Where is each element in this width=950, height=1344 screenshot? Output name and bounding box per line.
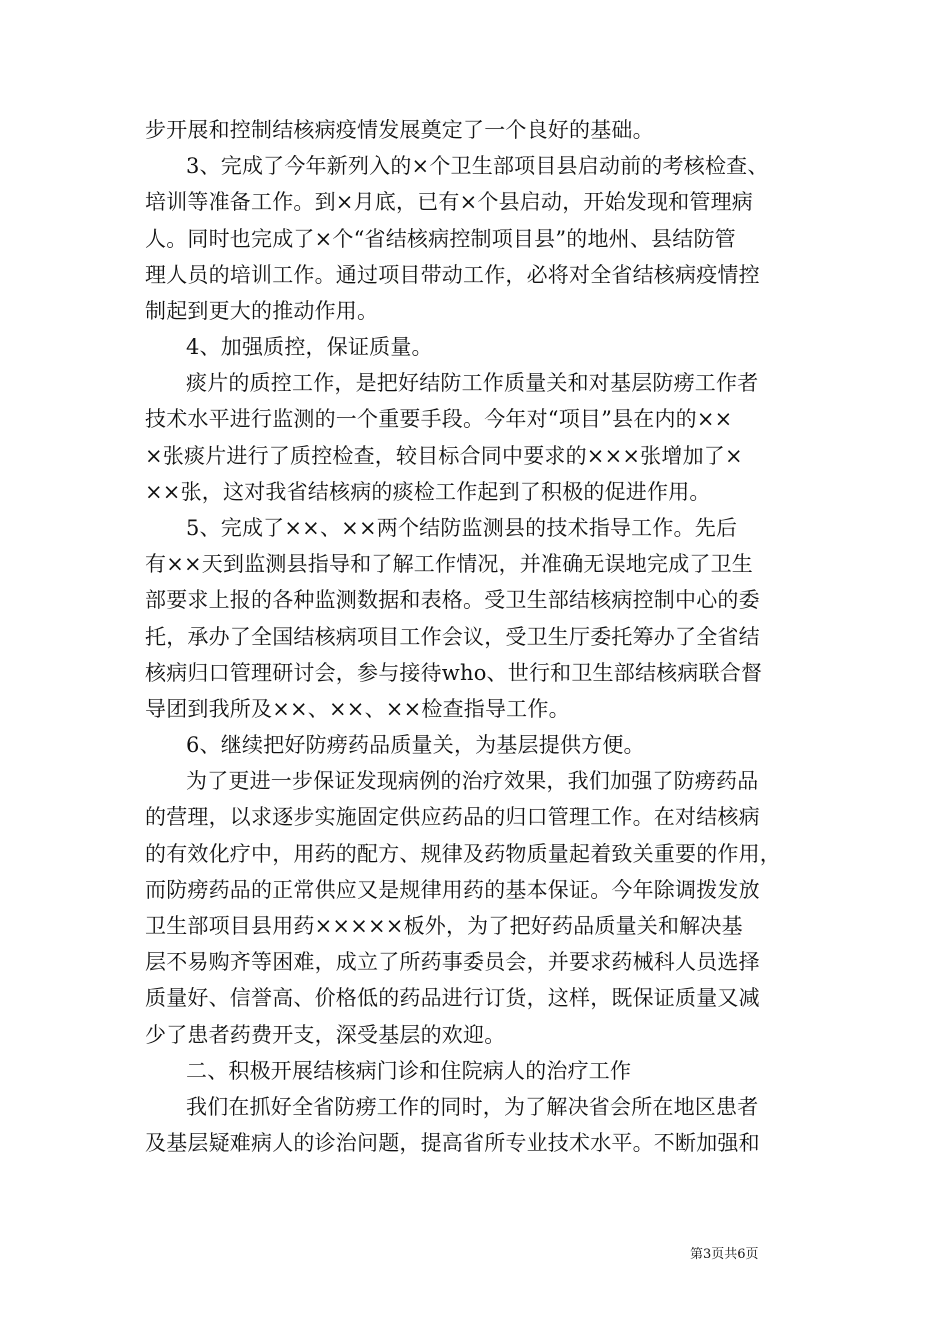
text-line: 技术水平进行监测的一个重要手段。今年对“项目”县在内的××	[145, 407, 733, 431]
section-heading: 二、积极开展结核病门诊和住院病人的治疗工作	[186, 1059, 632, 1083]
text-line: 人。同时也完成了×个“省结核病控制项目县”的地州、县结防管	[145, 227, 736, 251]
text-line: 的营理，以求逐步实施固定供应药品的归口管理工作。在对结核病	[145, 805, 760, 829]
text-line: ××张，这对我省结核病的痰检工作起到了积极的促进作用。	[145, 480, 711, 504]
text-line: 而防痨药品的正常供应又是规律用药的基本保证。今年除调拨发放	[145, 878, 760, 902]
text-line: 我们在抓好全省防痨工作的同时，为了解决省会所在地区患者	[186, 1095, 759, 1119]
text-line: 少了患者药费开支，深受基层的欢迎。	[145, 1023, 506, 1047]
text-line: 部要求上报的各种监测数据和表格。受卫生部结核病控制中心的委	[145, 588, 760, 612]
text-line: 为了更进一步保证发现病例的治疗效果，我们加强了防痨药品	[186, 769, 759, 793]
text-line: 痰片的质控工作，是把好结防工作质量关和对基层防痨工作者	[186, 371, 759, 395]
text-line: 卫生部项目县用药×××××板外，为了把好药品质量关和解决基	[145, 914, 743, 938]
text-line: 制起到更大的推动作用。	[145, 299, 379, 323]
text-line: 5、完成了××、××两个结防监测县的技术指导工作。先后	[186, 516, 738, 540]
text-line: 托，承办了全国结核病项目工作会议，受卫生厅委托筹办了全省结	[145, 625, 760, 649]
text-line: 的有效化疗中，用药的配方、规律及药物质量起着致关重要的作用，	[145, 842, 781, 866]
text-line: 4、加强质控，保证质量。	[186, 335, 433, 359]
text-line: 核病归口管理研讨会，参与接待who、世行和卫生部结核病联合督	[145, 661, 763, 685]
text-line: ×张痰片进行了质控检查，较目标合同中要求的×××张增加了×	[145, 444, 743, 468]
text-line: 3、完成了今年新列入的×个卫生部项目县启动前的考核检查、	[186, 154, 769, 178]
text-line: 有××天到监测县指导和了解工作情况，并准确无误地完成了卫生	[145, 552, 753, 576]
text-line: 步开展和控制结核病疫情发展奠定了一个良好的基础。	[145, 118, 654, 142]
text-line: 理人员的培训工作。通过项目带动工作，必将对全省结核病疫情控	[145, 263, 760, 287]
text-line: 导团到我所及××、××、××检查指导工作。	[145, 697, 570, 721]
text-line: 6、继续把好防痨药品质量关，为基层提供方便。	[186, 733, 645, 757]
text-line: 培训等准备工作。到×月底，已有×个县启动，开始发现和管理病	[145, 190, 753, 214]
text-line: 质量好、信誉高、价格低的药品进行订货，这样，既保证质量又减	[145, 986, 760, 1010]
text-line: 及基层疑难病人的诊治问题，提高省所专业技术水平。不断加强和	[145, 1131, 760, 1155]
text-line: 层不易购齐等困难，成立了所药事委员会，并要求药械科人员选择	[145, 950, 760, 974]
page-number-footer: 第3页共6页	[690, 1247, 759, 1262]
